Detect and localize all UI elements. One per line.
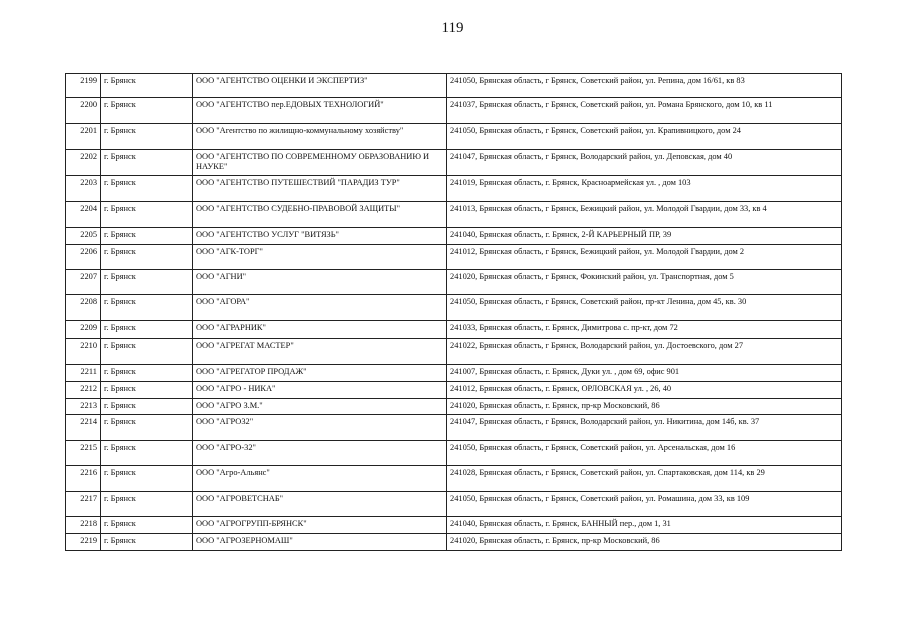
row-number: 2214 [66,415,101,441]
row-organization: ООО "АГЕНТСТВО УСЛУГ "ВИТЯЗЬ" [193,228,447,245]
row-organization: ООО "АГРАРНИК" [193,321,447,339]
row-number: 2210 [66,339,101,365]
row-organization: ООО "Агентство по жилищно-коммунальному хозяйству" [193,124,447,150]
row-city: г. Брянск [101,202,193,228]
row-number: 2219 [66,534,101,551]
row-city: г. Брянск [101,339,193,365]
table-row [66,202,842,228]
row-city: г. Брянск [101,321,193,339]
row-organization: ООО "АГРОЗЕРНОМАШ" [193,534,447,551]
row-number: 2208 [66,295,101,321]
table-row [66,74,842,98]
table-row [66,321,842,339]
row-city: г. Брянск [101,399,193,415]
row-organization: ООО "АГРО - НИКА" [193,382,447,399]
table-row [66,176,842,202]
row-city: г. Брянск [101,176,193,202]
row-city: г. Брянск [101,124,193,150]
row-number: 2217 [66,492,101,517]
row-city: г. Брянск [101,295,193,321]
row-address: 241033, Брянская область, г. Брянск, Димитрова с. пр-кт, дом 72 [447,321,842,339]
row-address: 241022, Брянская область, г Брянск, Володарский район, ул. Достоевского, дом 27 [447,339,842,365]
row-number: 2206 [66,245,101,270]
table-row [66,295,842,321]
row-city: г. Брянск [101,365,193,382]
row-city: г. Брянск [101,466,193,492]
row-address: 241037, Брянская область, г Брянск, Советский район, ул. Романа Брянского, дом 10, кв 11 [447,98,842,124]
row-city: г. Брянск [101,228,193,245]
row-number: 2211 [66,365,101,382]
table-row [66,245,842,270]
row-address: 241050, Брянская область, г Брянск, Советский район, ул. Крапивницкого, дом 24 [447,124,842,150]
row-address: 241047, Брянская область, г Брянск, Володарский район, ул. Деповская, дом 40 [447,150,842,176]
row-organization: ООО "АГЕНТСТВО ПУТЕШЕСТВИЙ "ПАРАДИЗ ТУР" [193,176,447,202]
page-number: 119 [441,20,464,36]
row-organization: ООО "АГНИ" [193,270,447,295]
row-address: 241020, Брянская область, г. Брянск, пр-кр Московский, 86 [447,534,842,551]
row-address: 241020, Брянская область, г. Брянск, пр-кр Московский, 86 [447,399,842,415]
row-city: г. Брянск [101,382,193,399]
row-number: 2209 [66,321,101,339]
row-organization: ООО "АГРЕГАТОР ПРОДАЖ" [193,365,447,382]
row-number: 2200 [66,98,101,124]
table-row [66,124,842,150]
row-address: 241050, Брянская область, г Брянск, Советский район, ул. Ромашина, дом 33, кв 109 [447,492,842,517]
row-number: 2205 [66,228,101,245]
row-city: г. Брянск [101,270,193,295]
row-address: 241047, Брянская область, г Брянск, Володарский район, ул. Никитина, дом 14б, кв. 37 [447,415,842,441]
row-organization: ООО "АГЕНТСТВО ПО СОВРЕМЕННОМУ ОБРАЗОВАНИЮ И НАУКЕ" [193,150,447,176]
row-organization: ООО "АГЕНТСТВО СУДЕБНО-ПРАВОВОЙ ЗАЩИТЫ" [193,202,447,228]
row-city: г. Брянск [101,534,193,551]
row-organization: ООО "Агро-Альянс" [193,466,447,492]
table-row [66,492,842,517]
table-row [66,399,842,415]
row-address: 241028, Брянская область, г Брянск, Советский район, ул. Спартаковская, дом 114, кв 29 [447,466,842,492]
table-row [66,228,842,245]
row-address: 241050, Брянская область, г Брянск, Советский район, пр-кт Ленина, дом 45, кв. 30 [447,295,842,321]
row-city: г. Брянск [101,98,193,124]
row-organization: ООО "АГЕНТСТВО пер.ЕДОВЫХ ТЕХНОЛОГИЙ" [193,98,447,124]
row-address: 241013, Брянская область, г Брянск, Бежицкий район, ул. Молодой Гвардии, дом 33, кв 4 [447,202,842,228]
row-number: 2202 [66,150,101,176]
row-city: г. Брянск [101,74,193,98]
registry-table [65,73,842,551]
row-address: 241020, Брянская область, г Брянск, Фокинский район, ул. Транспортная, дом 5 [447,270,842,295]
table-row [66,534,842,551]
row-number: 2203 [66,176,101,202]
row-number: 2204 [66,202,101,228]
table-row [66,382,842,399]
row-address: 241007, Брянская область, г. Брянск, Дуки ул. , дом 69, офис 901 [447,365,842,382]
row-organization: ООО "АГЕНТСТВО ОЦЕНКИ И ЭКСПЕРТИЗ" [193,74,447,98]
row-address: 241050, Брянская область, г Брянск, Советский район, ул. Арсенальская, дом 16 [447,441,842,466]
row-organization: ООО "АГРО-32" [193,441,447,466]
row-organization: ООО "АГРО32" [193,415,447,441]
row-organization: ООО "АГК-ТОРГ" [193,245,447,270]
table-row [66,466,842,492]
table-row [66,339,842,365]
row-city: г. Брянск [101,415,193,441]
row-number: 2207 [66,270,101,295]
table-row [66,415,842,441]
row-city: г. Брянск [101,150,193,176]
row-organization: ООО "АГРОВЕТСНАБ" [193,492,447,517]
row-address: 241050, Брянская область, г Брянск, Советский район, ул. Репина, дом 16/61, кв 83 [447,74,842,98]
table-row [66,98,842,124]
row-organization: ООО "АГРО З.М." [193,399,447,415]
row-organization: ООО "АГРЕГАТ МАСТЕР" [193,339,447,365]
table-row [66,270,842,295]
table-row [66,365,842,382]
row-city: г. Брянск [101,517,193,534]
row-address: 241040, Брянская область, г. Брянск, 2-Й КАРЬЕРНЫЙ ПР, 39 [447,228,842,245]
row-number: 2215 [66,441,101,466]
row-number: 2218 [66,517,101,534]
row-address: 241012, Брянская область, г. Брянск, ОРЛОВСКАЯ ул. , 26, 40 [447,382,842,399]
row-organization: ООО "АГОРА" [193,295,447,321]
table-row [66,150,842,176]
row-number: 2213 [66,399,101,415]
row-number: 2199 [66,74,101,98]
row-organization: ООО "АГРОГРУПП-БРЯНСК" [193,517,447,534]
row-address: 241012, Брянская область, г Брянск, Бежицкий район, ул. Молодой Гвардии, дом 2 [447,245,842,270]
row-number: 2212 [66,382,101,399]
row-city: г. Брянск [101,441,193,466]
row-city: г. Брянск [101,492,193,517]
table-row [66,441,842,466]
table-row [66,517,842,534]
row-number: 2201 [66,124,101,150]
row-number: 2216 [66,466,101,492]
row-city: г. Брянск [101,245,193,270]
row-address: 241040, Брянская область, г. Брянск, БАННЫЙ пер., дом 1, 31 [447,517,842,534]
row-address: 241019, Брянская область, г. Брянск, Красноармейская ул. , дом 103 [447,176,842,202]
